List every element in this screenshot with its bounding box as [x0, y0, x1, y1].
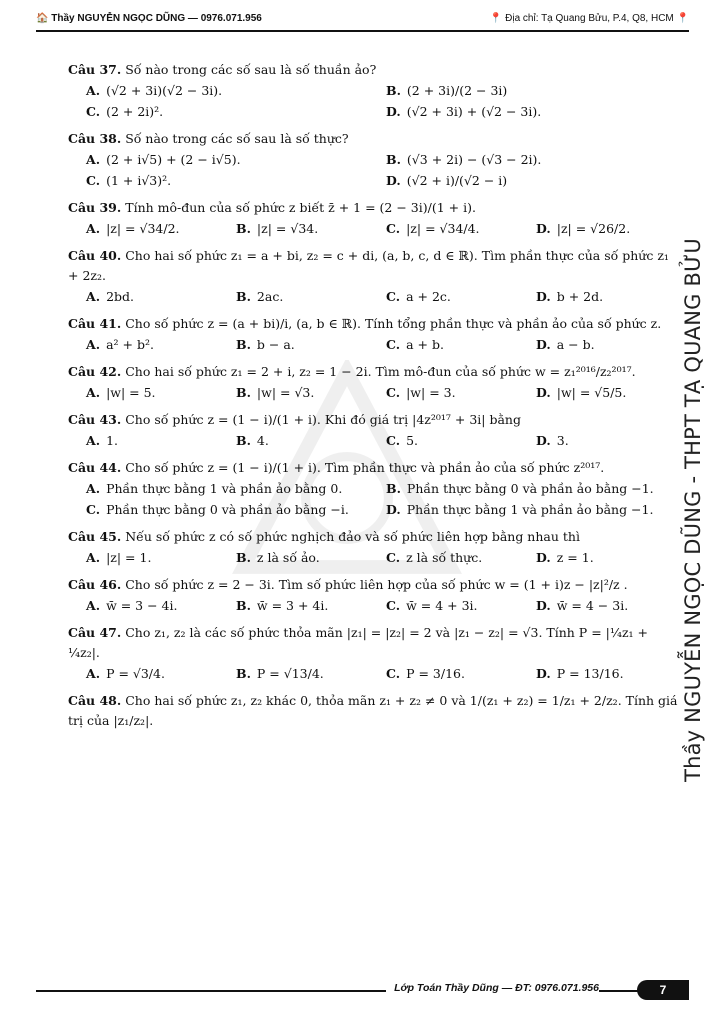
answer-options [68, 80, 680, 122]
option-text: (√3 + 2i) − (√3 − 2i). [406, 152, 542, 167]
option-text: (2 + 3i)/(2 − 3i) [406, 83, 508, 98]
option-letter: A. [86, 83, 101, 98]
answer-option[interactable] [236, 663, 386, 684]
option-letter: D. [536, 221, 551, 236]
question-number: Câu 45. [68, 529, 122, 544]
option-text: w̄ = 4 − 3i. [556, 598, 629, 613]
option-text: |z| = √34/2. [106, 221, 180, 236]
option-letter: C. [386, 666, 401, 681]
answer-option[interactable] [536, 218, 686, 239]
question-1 [68, 129, 680, 191]
question-number: Câu 44. [68, 460, 122, 475]
option-letter: B. [386, 152, 401, 167]
question-stem [68, 362, 680, 382]
option-letter: C. [86, 173, 101, 188]
option-text: a + b. [406, 337, 444, 352]
question-list [68, 60, 680, 738]
question-stem [68, 314, 680, 334]
answer-option[interactable] [386, 101, 686, 122]
option-letter: A. [86, 289, 101, 304]
question-number: Câu 41. [68, 316, 122, 331]
option-letter: A. [86, 385, 101, 400]
question-7 [68, 458, 680, 520]
question-text: Số nào trong các số sau là số thực? [125, 131, 349, 146]
option-letter: D. [386, 502, 401, 517]
question-stem [68, 691, 680, 731]
option-text: 3. [556, 433, 569, 448]
answer-option[interactable] [386, 382, 536, 403]
option-letter: A. [86, 433, 101, 448]
answer-option[interactable] [86, 334, 236, 355]
question-stem [68, 410, 680, 430]
header-address: 📍 Địa chỉ: Tạ Quang Bửu, P.4, Q8, HCM 📍 [489, 13, 689, 24]
question-stem [68, 246, 680, 286]
option-letter: D. [536, 666, 551, 681]
option-text: P = 13/16. [556, 666, 624, 681]
question-text: Cho số phức z = (a + bi)/i, (a, b ∈ ℝ). Tính tổng phần thực và phần ảo của số phức z. [125, 316, 662, 331]
answer-option[interactable] [86, 499, 386, 520]
option-text: (2 + i√5) + (2 − i√5). [106, 152, 241, 167]
question-text: Tính mô-đun của số phức z biết z̄ + 1 = (2 − 3i)/(1 + i). [125, 200, 476, 215]
question-number: Câu 43. [68, 412, 122, 427]
option-text: P = 3/16. [406, 666, 465, 681]
option-text: |z| = √26/2. [556, 221, 631, 236]
question-stem [68, 527, 680, 547]
option-text: |w| = 3. [406, 385, 456, 400]
option-letter: D. [536, 433, 551, 448]
answer-option[interactable] [386, 430, 536, 451]
question-4 [68, 314, 680, 355]
option-letter: C. [386, 337, 401, 352]
option-text: a + 2c. [406, 289, 451, 304]
question-text: Cho hai số phức z₁ = 2 + i, z₂ = 1 − 2i. Tìm mô-đun của số phức w = z₁²⁰¹⁶/z₂²⁰¹⁷. [125, 364, 636, 379]
option-letter: D. [536, 550, 551, 565]
question-text: Cho số phức z = 2 − 3i. Tìm số phức liên hợp của số phức w = (1 + i)z − |z|²/z . [125, 577, 628, 592]
page-number: 7 [637, 980, 689, 1000]
question-5 [68, 362, 680, 403]
option-letter: C. [386, 289, 401, 304]
option-text: z = 1. [556, 550, 594, 565]
answer-option[interactable] [386, 149, 686, 170]
question-0 [68, 60, 680, 122]
answer-options [68, 430, 680, 451]
answer-option[interactable] [386, 170, 686, 191]
answer-options [68, 547, 680, 568]
option-text: |z| = √34. [256, 221, 319, 236]
option-text: b + 2d. [556, 289, 604, 304]
answer-option[interactable] [386, 218, 536, 239]
option-letter: D. [386, 104, 401, 119]
answer-option[interactable] [236, 382, 386, 403]
question-8 [68, 527, 680, 568]
option-text: P = √13/4. [256, 666, 324, 681]
answer-options [68, 663, 680, 684]
answer-option[interactable] [536, 595, 686, 616]
option-letter: B. [386, 83, 401, 98]
option-letter: D. [536, 289, 551, 304]
option-letter: B. [236, 550, 251, 565]
option-letter: A. [86, 152, 101, 167]
question-number: Câu 47. [68, 625, 122, 640]
option-letter: A. [86, 598, 101, 613]
answer-option[interactable] [86, 170, 386, 191]
option-letter: B. [236, 385, 251, 400]
answer-option[interactable] [86, 663, 236, 684]
question-text: Cho số phức z = (1 − i)/(1 + i). Khi đó giá trị |4z²⁰¹⁷ + 3i| bằng [125, 412, 521, 427]
question-6 [68, 410, 680, 451]
question-number: Câu 39. [68, 200, 122, 215]
option-letter: B. [386, 481, 401, 496]
option-text: P = √3/4. [106, 666, 165, 681]
option-text: |w| = √5/5. [556, 385, 627, 400]
answer-option[interactable] [536, 286, 686, 307]
option-letter: C. [86, 502, 101, 517]
answer-option[interactable] [386, 663, 536, 684]
answer-option[interactable] [536, 547, 686, 568]
answer-option[interactable] [386, 595, 536, 616]
answer-options [68, 595, 680, 616]
option-text: z là số thực. [406, 550, 483, 565]
option-letter: C. [86, 104, 101, 119]
option-letter: B. [236, 337, 251, 352]
question-10 [68, 623, 680, 684]
side-watermark-text: Thầy NGUYỄN NGỌC DŨNG - THPT TẠ QUANG BỬU [681, 238, 705, 782]
answer-option[interactable] [86, 382, 236, 403]
page-footer [36, 980, 689, 1000]
answer-options [68, 382, 680, 403]
question-text: Cho z₁, z₂ là các số phức thỏa mãn |z₁| = |z₂| = 2 và |z₁ − z₂| = √3. Tính P = |¼z₁ + ¼z₂|. [68, 625, 649, 660]
answer-option[interactable] [236, 547, 386, 568]
answer-options [68, 286, 680, 307]
option-letter: C. [386, 221, 401, 236]
question-text: Số nào trong các số sau là số thuần ảo? [125, 62, 377, 77]
answer-option[interactable] [86, 101, 386, 122]
option-text: (√2 + 3i) + (√2 − 3i). [406, 104, 542, 119]
question-text: Cho hai số phức z₁ = a + bi, z₂ = c + di, (a, b, c, d ∈ ℝ). Tìm phần thực của số phức z₁ + 2z₂. [68, 248, 669, 283]
answer-option[interactable] [86, 595, 236, 616]
question-3 [68, 246, 680, 307]
question-stem [68, 60, 680, 80]
answer-option[interactable] [386, 334, 536, 355]
question-number: Câu 42. [68, 364, 122, 379]
answer-option[interactable] [236, 286, 386, 307]
answer-option[interactable] [386, 80, 686, 101]
answer-option[interactable] [86, 218, 236, 239]
option-text: Phần thực bằng 0 và phần ảo bằng −1. [406, 481, 654, 496]
page-header [36, 8, 689, 32]
question-number: Câu 46. [68, 577, 122, 592]
option-text: z là số ảo. [256, 550, 320, 565]
option-text: w̄ = 3 − 4i. [106, 598, 178, 613]
option-letter: B. [236, 433, 251, 448]
answer-options [68, 334, 680, 355]
option-text: 2ac. [256, 289, 284, 304]
answer-option[interactable] [536, 382, 686, 403]
question-number: Câu 38. [68, 131, 122, 146]
option-text: Phần thực bằng 1 và phần ảo bằng −1. [406, 502, 654, 517]
option-text: 1. [106, 433, 118, 448]
question-stem [68, 198, 680, 218]
option-text: 5. [406, 433, 419, 448]
option-text: a − b. [556, 337, 595, 352]
option-letter: A. [86, 666, 101, 681]
answer-option[interactable] [536, 334, 686, 355]
answer-option[interactable] [86, 80, 386, 101]
option-text: |w| = 5. [106, 385, 156, 400]
option-text: (1 + i√3)². [106, 173, 172, 188]
option-text: a² + b². [106, 337, 154, 352]
question-stem [68, 458, 680, 478]
answer-options [68, 149, 680, 191]
answer-option[interactable] [86, 286, 236, 307]
answer-option[interactable] [236, 218, 386, 239]
question-number: Câu 48. [68, 693, 122, 708]
option-letter: A. [86, 550, 101, 565]
answer-option[interactable] [86, 149, 386, 170]
option-text: |z| = 1. [106, 550, 152, 565]
question-text: Cho hai số phức z₁, z₂ khác 0, thỏa mãn z₁ + z₂ ≠ 0 và 1/(z₁ + z₂) = 1/z₁ + 2/z₂. Tính giá trị của |z₁/z₂|. [68, 693, 678, 728]
option-text: 2bd. [106, 289, 134, 304]
option-letter: C. [386, 550, 401, 565]
answer-option[interactable] [86, 430, 236, 451]
option-letter: C. [386, 598, 401, 613]
option-text: b − a. [256, 337, 295, 352]
header-author: 🏠 Thầy NGUYỄN NGỌC DŨNG — 0976.071.956 [36, 13, 262, 24]
option-text: (√2 + 3i)(√2 − 3i). [106, 83, 223, 98]
answer-option[interactable] [236, 334, 386, 355]
question-9 [68, 575, 680, 616]
question-2 [68, 198, 680, 239]
question-text: Cho số phức z = (1 − i)/(1 + i). Tìm phần thực và phần ảo của số phức z²⁰¹⁷. [125, 460, 605, 475]
option-text: 4. [256, 433, 269, 448]
answer-option[interactable] [86, 547, 236, 568]
option-letter: D. [536, 385, 551, 400]
question-stem [68, 623, 680, 663]
answer-option[interactable] [386, 499, 686, 520]
option-letter: C. [386, 433, 401, 448]
option-text: (2 + 2i)². [106, 104, 164, 119]
answer-option[interactable] [386, 478, 686, 499]
option-letter: D. [536, 598, 551, 613]
option-text: Phần thực bằng 0 và phần ảo bằng −i. [106, 502, 349, 517]
option-letter: B. [236, 221, 251, 236]
option-letter: B. [236, 598, 251, 613]
option-letter: D. [536, 337, 551, 352]
question-11 [68, 691, 680, 731]
option-letter: A. [86, 221, 101, 236]
option-text: w̄ = 3 + 4i. [256, 598, 329, 613]
question-number: Câu 40. [68, 248, 122, 263]
answer-option[interactable] [536, 663, 686, 684]
option-text: Phần thực bằng 1 và phần ảo bằng 0. [106, 481, 343, 496]
answer-option[interactable] [236, 430, 386, 451]
footer-text: Lớp Toán Thầy Dũng — ĐT: 0976.071.956 [386, 982, 599, 994]
option-letter: A. [86, 337, 101, 352]
option-letter: B. [236, 666, 251, 681]
question-stem [68, 129, 680, 149]
answer-option[interactable] [386, 547, 536, 568]
option-letter: A. [86, 481, 101, 496]
option-letter: B. [236, 289, 251, 304]
answer-option[interactable] [86, 478, 386, 499]
option-text: w̄ = 4 + 3i. [406, 598, 478, 613]
answer-options [68, 478, 680, 520]
question-stem [68, 575, 680, 595]
question-text: Nếu số phức z có số phức nghịch đảo và số phức liên hợp bằng nhau thì [125, 529, 580, 544]
question-number: Câu 37. [68, 62, 122, 77]
option-text: |w| = √3. [256, 385, 315, 400]
option-letter: D. [386, 173, 401, 188]
option-letter: C. [386, 385, 401, 400]
answer-option[interactable] [236, 595, 386, 616]
answer-option[interactable] [386, 286, 536, 307]
option-text: |z| = √34/4. [406, 221, 480, 236]
option-text: (√2 + i)/(√2 − i) [406, 173, 508, 188]
answer-option[interactable] [536, 430, 686, 451]
answer-options [68, 218, 680, 239]
